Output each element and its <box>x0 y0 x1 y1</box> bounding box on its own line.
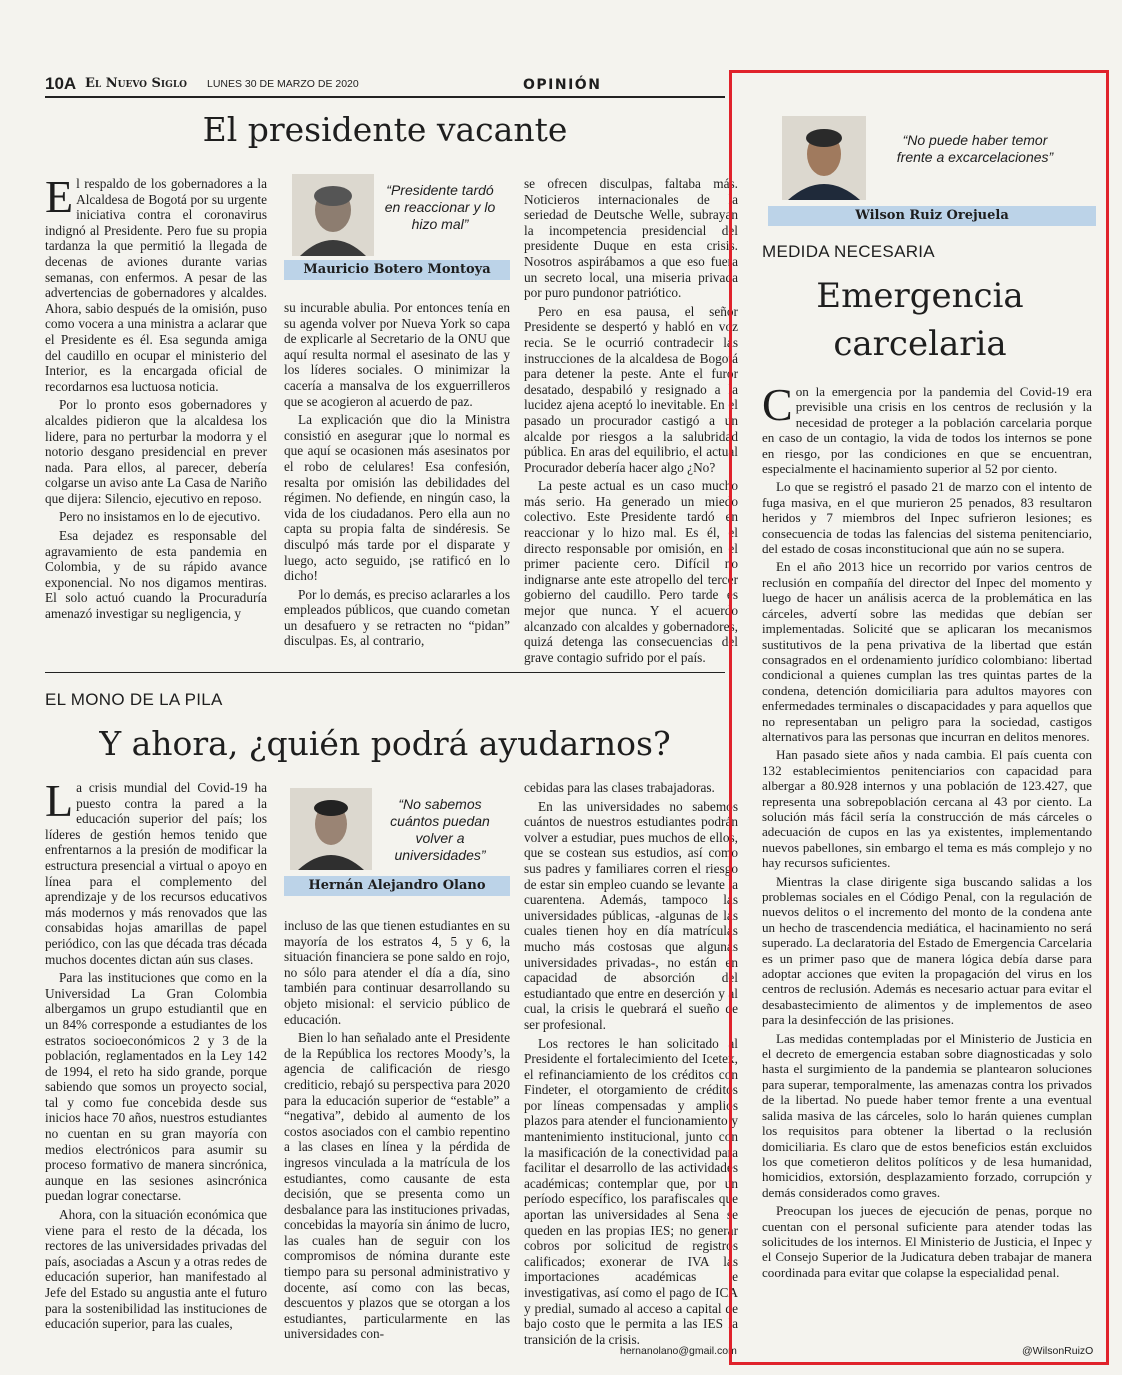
author-handle: @WilsonRuizO <box>1022 1345 1094 1357</box>
author-portrait <box>782 116 866 200</box>
author-email: hernanolano@gmail.com <box>620 1345 737 1357</box>
author-portrait <box>292 174 374 256</box>
article1-column-1: El respaldo de los gobernadores a la Alcaldesa de Bogotá por su urgente iniciativa contra el coronavirus indignó al Presidente. Pero fue su propia tardanza la que permitió la llegada de decenas de aviones durante varias semanas, con enfermos. A pesar de las advertencias de gobernadores y alcaldes. Ahora, sabio después de la omisión, puso como vocera a una ministra a aclarar que el Presidente es él. Esa segunda amiga del caudillo en ocupar el ministerio del Interior, es la encargada oficial de recordarnos esa luctuosa noticia. Por lo pronto esos gobernadores y alcaldes pidieron que la alcaldesa los lidere, para no perturbar la modorra y el notorio desgano presidencial en prever nada. Para ellos, al parecer, debería colgarse un aviso ante La Casa de Nariño que dijera: Silencio, ejecutivo en reposo. Pero no insistamos en lo de ejecutivo. Esa dejadez es responsable del agravamiento de esta pandemia en Colombia, y de su rápido avance exponencial. No nos digamos mentiras. El solo actuó cuando la Procuraduría amenazó investigar su negligencia, y <box>45 171 267 622</box>
author-block <box>768 116 1096 228</box>
author-portrait <box>290 788 372 870</box>
page-header <box>45 74 725 96</box>
article2-column-1: La crisis mundial del Covid-19 ha puesto contra la pared a la educación superior del país; los líderes de gestión hemos tenido que enfrentarnos a la presión de modificar la estructura presencial a virtual o apoyo en línea para el complemento del aprendizaje y de los recursos educativos más modernos y más renovados que las consabidas hojas amarillas de papel periódico, con las que década tras década muchos docentes dictan aún sus clases. Para las instituciones que como en la Universidad La Gran Colombia albergamos un grupo estudiantil que en un 84% corresponde a estudiantes de los estratos socioeconómicos 2 y 3 de la población, reglamentados en la Ley 142 de 1994, el reto ha sido grande, porque sabiendo que somos un proyecto social, tal y como fue concebida desde sus inicios hace 70 años, nuestros estudiantes no cuentan en su gran mayoría con medios electrónicos para asumir su proceso formativo de manera sincrónica, aunque en las sesiones asincrónica puedan lograr conectarse. Ahora, con la situación económica que viene para el resto de la década, los rectores de las universidades privadas del país, asociadas a Ascun y a otras redes de educación superior, han manifestado al Jefe del Estado su angustia ante el futuro para la sostenibilidad las instituciones de educación superior, para las cuales, <box>45 775 267 1332</box>
pull-quote: “Presidente tardó en reaccionar y lo hizo mal” <box>384 182 496 232</box>
section-name: OPINIÓN <box>523 77 602 93</box>
newspaper-name: El Nuevo Siglo <box>85 76 187 91</box>
page-number: 10A <box>45 74 77 93</box>
pull-quote: “No sabemos cuántos puedan volver a universidades” <box>390 796 490 863</box>
dropcap: E <box>45 171 74 222</box>
article2-kicker: EL MONO DE LA PILA <box>45 690 223 709</box>
author-name: Mauricio Botero Montoya <box>284 260 510 280</box>
dropcap: L <box>45 775 74 826</box>
author-name: Wilson Ruiz Orejuela <box>768 206 1096 226</box>
article2-column-3: cebidas para las clases trabajadoras. En las universidades no sabemos cuántos de nuestros estudiantes podrán volver a estudiar, pues muchos de ellos, que se costean sus estudios, así como sus padres y familiares corren el riesgo de estar sin empleo cuando se levante la cuarentena. Además, tampoco las universidades públicas, -algunas de las cuales tienen hoy en día matrículas mucho más costosas que algunas universidades privadas-, no están en capacidad de absorción del estudiantado que entre en deserción y al cual, la crisis le quebrará el sueño de ser profesional. Los rectores le han solicitado al Presidente el fortalecimiento del Icetex, el refinanciamiento de los créditos con Findeter, el otorgamiento de créditos por líneas compensadas y amplios plazos para atender el funcionamiento y mantenimiento institucional, junto con la masificación de la conectividad para facilitar el desarrollo de las actividades académicas; contemplar que, por un período específico, los parafiscales que aportan las universidades al Sena se queden en las propias IES; no generar cobros por solicitud de registros calificados; exonerar de IVA las importaciones académicas e investigativas, así como el pago de ICA y predial, sumado al acceso a capital de bajo costo que le permita a las IES la transición de la crisis. <box>524 780 738 1347</box>
author-block <box>284 172 510 287</box>
section-divider <box>45 672 725 673</box>
author-name: Hernán Alejandro Olano <box>284 876 510 896</box>
article2-column-2: incluso de las que tienen estudiantes en su mayoría de los estratos 4, 5 y 6, la situación financiera se pone saldo en rojo, no sólo para atender el día a día, sino también para continuar desarrollando su objeto misional: el servicio público de educación. Bien lo han señalado ante el Presidente de la República los rectores Moody’s, la agencia de calificación de riesgo crediticio, rebajó su perspectiva para 2020 para la educación superior de “estable” a “negativa”, debido al aumento de los costos asociados con el cambio repentino a las clases en línea y la pérdida de ingresos vinculada a la matrícula de los estudiantes, como causante de esta decisión, que se presenta como un desbalance para las instituciones privadas, concebidas la mayoría sin ánimo de lucro, las cuales han de seguir con los compromisos de nómina durante este tiempo para su personal administrativo y docente, así como con las becas, descuentos y plazos que se otorgan a los estudiantes, particularmente en las universidades con- <box>284 918 510 1342</box>
article3-title-line-2: carcelaria <box>833 324 1007 364</box>
article3-body: Con la emergencia por la pandemia del Covid-19 era previsible una crisis en los centros de reclusión y la necesidad de proteger a la población carcelaria porque en caso de un contagio, la vida de todos los internos se pone en riesgo, por las condiciones en que se encuentran, especialmente el hacinamiento superior al 52 por ciento. Lo que se registró el pasado 21 de marzo con el intento de fuga masiva, en el que murieron 25 penados, 83 resultaron heridos y 7 miembros del Inpec sufrieron lesiones; es consecuencia de todas las falencias del sistema penitenciario, del estado de cosas inconstitucional que aún no se supera. En el año 2013 hice un recorrido por varios centros de reclusión en compañía del director del Inpec del momento y luego de hacer un análisis acerca de la problemática en las cárceles, advertí sobre las medidas que debían ser implementadas. Solicité que se aplicaran los mecanismos sustitutivos de la pena privativa de la libertad que están consagrados en el ordenamiento jurídico colombiano: libertad condicional a quienes cumplan las tres quintas partes de la condena, detención domiciliaria para adultos mayores con enfermedades terminales o discapacidades y para aquellos que no representaban un peligro para la sociedad, castigos alternativos para las personas que incurran en delitos menores. Han pasado siete años y nada cambia. El país cuenta con 132 establecimientos penitenciarios con capacidad para albergar a 80.928 internos y una población de 123.427, que representa una sobrepoblación cercana al 43 por ciento. La solución más fácil sería la construcción de más cárceles o adecuación de cupos en las ya existentes, implementando nuevos pabellones, sin embargo el tema es más complejo y no hay recursos suficientes. Mientras la clase dirigente siga buscando salidas a los problemas sociales en el Código Penal, con la regulación de nuevos delitos o el incremento del monto de la condena ante un hecho de trascendencia mediática, el hacinamiento no será superado. La declaratoria del Estado de Emergencia Carcelaria es un primer paso que de manera lógica debía darse para adoptar acciones que eviten la propagación del virus en los centros de reclusión. Además es necesario actuar para evitar el desabastecimiento de alimentos y de implementos de aseo para la desinfección de las prisiones. Las medidas contempladas por el Ministerio de Justicia en el decreto de emergencia estaban sobre diagnosticadas y solo hasta el surgimiento de la pandemia se plantearon soluciones para superar, temporalmente, las amenazas contra los privados de la libertad. No puede haber temor frente a una eventual salida masiva de las cárceles, solo lo harán quienes cumplan los requisitos para obtener la libertad o la reclusión domiciliaria. Es claro que de estos beneficios están excluidos los que cometieron delitos políticos y de lesa humanidad, homicidios, extorsión, desplazamiento forzado, corrupción y demás considerados como graves. Preocupan los jueces de ejecución de penas, porque no cuentan con el personal suficiente para atender todas las solicitudes de los internos. El Ministerio de Justicia, el Inpec y el Consejo Superior de la Judicatura deben trabajar de manera coordinada para evitar que colapse la especialidad penal. <box>762 379 1092 1280</box>
dropcap: C <box>762 379 793 430</box>
pull-quote: “No puede haber temor frente a excarcelaciones” <box>896 132 1054 165</box>
article3-kicker: MEDIDA NECESARIA <box>762 242 935 261</box>
article3-title-line-1: Emergencia <box>816 276 1024 316</box>
author-block <box>284 784 510 900</box>
issue-date: LUNES 30 DE MARZO DE 2020 <box>207 78 359 90</box>
header-rule <box>45 96 725 98</box>
article1-column-3: se ofrecen disculpas, faltaba más. Noticieros internacionales de la seriedad de Deutsche Welle, subrayan la incompetencia presidencial del presidente Duque en esta crisis. Nosotros aspirábamos a que eso fuera un secreto local, una miseria privada por puro pundonor patriótico. Pero en esa pausa, el señor Presidente se despertó y habló en voz recia. Se le ocurrió contradecir las instrucciones de la alcaldesa de Bogotá para detener la peste. Ante el furor desatado, despabiló y resignado a la lucidez ajena aceptó lo inevitable. En el pasado un procurador castigó a un alcalde por riesgos a la salubridad pública. En aras del equilibrio, el actual Procurador debería hacer algo ¿No? La peste actual es un caso mucho más serio. Ha generado un miedo colectivo. Este Presidente tardó en reaccionar y lo hizo mal. Es él, el directo responsable por omisión, en el primer paciente cero. Difícil no indignarse ante este atropello del tercer gobierno del caudillo. Pero tarde es mejor que nunca. Y el acuerdo alcanzado con alcaldes y gobernadores, quizá detenga las consecuencias del grave contagio sufrido por el país. <box>524 176 738 665</box>
article1-title: El presidente vacante <box>202 110 568 149</box>
article1-column-2: su incurable abulia. Por entonces tenía en su agenda volver por Nueva York so capa de explicarle al Secretario de la ONU que aquí resulta normal el asesinato de las y los líderes sociales. O minimizar la cacería a mansalva de los exguerrilleros que se acogieron al acuerdo de paz. La explicación que dio la Ministra consistió en asegurar ¡que lo normal es que aquí se ocasionen más asesinatos por el robo de celulares! Esa confesión, resalta por omisión las debilidades del régimen. No defiende, en ningún caso, la vida de los ciudadanos. Pero ella aun no capta su propia falta de sindéresis. Se disculpó más tarde por el disparate y luego, acto seguido, ¡se ratificó en lo dicho! Por lo demás, es preciso aclararles a los empleados públicos, que cuando cometan un desafuero y se retracten no “pidan” disculpas. Es, al contrario, <box>284 300 510 649</box>
article2-title: Y ahora, ¿quién podrá ayudarnos? <box>99 724 671 763</box>
